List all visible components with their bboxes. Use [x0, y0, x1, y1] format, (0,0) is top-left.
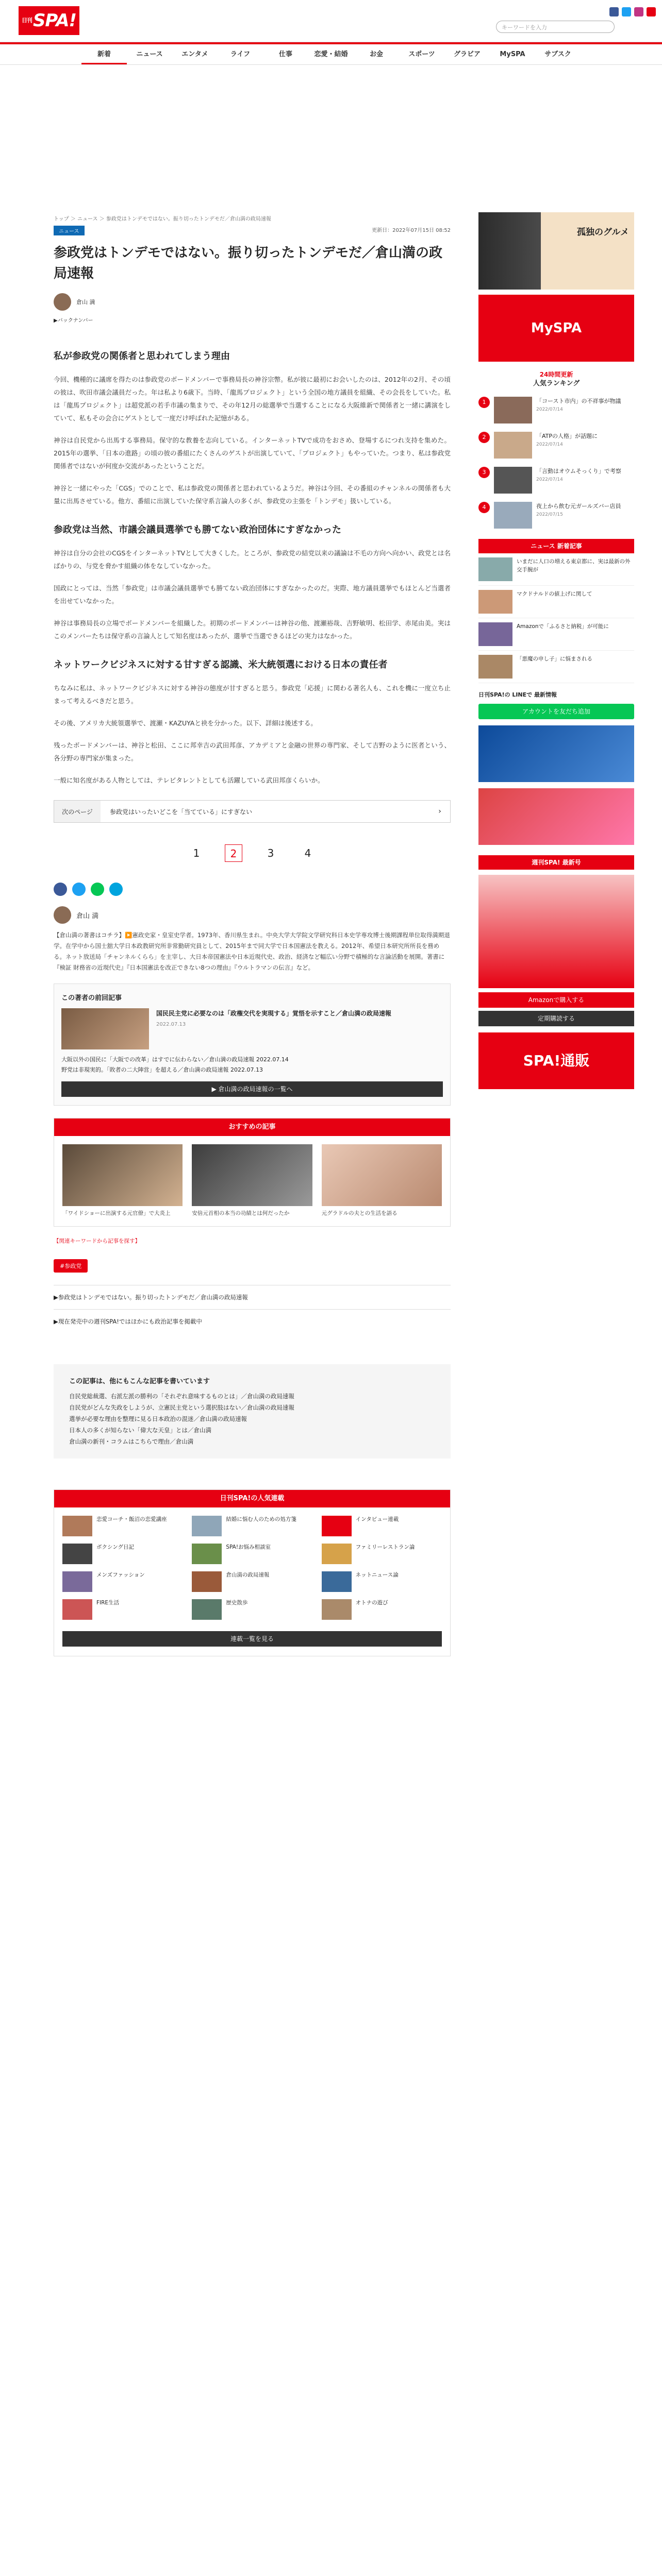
paragraph: ちなみに私は、ネットワークビジネスに対する神谷の態度が甘すぎると思う。参政党「応援」に関わる著名人も、これを機に一度立ち止まって考えるべきだと思う。 [54, 684, 451, 705]
series-title: ファミリーレストラン論 [355, 1544, 415, 1550]
series-title: インタビュー連載 [355, 1516, 399, 1522]
prev-link[interactable]: 野党は非現実的。「敗者の二大陣営」を超える／倉山満の政局速報 2022.07.13 [61, 1066, 263, 1073]
series-title: 歴史散歩 [226, 1600, 248, 1606]
series-item[interactable] [192, 1599, 312, 1620]
series-thumb [322, 1599, 352, 1620]
subscribe-button[interactable]: 定期購読する [478, 1011, 634, 1026]
weekly-cover[interactable] [478, 875, 634, 988]
series-item[interactable] [62, 1544, 183, 1564]
series-item[interactable] [62, 1516, 183, 1536]
news-thumb [478, 622, 512, 646]
series-title: 倉山満の政局速報 [226, 1572, 270, 1578]
line-add-friend-button[interactable]: アカウントを友だち追加 [478, 704, 634, 719]
series-thumb [322, 1544, 352, 1564]
social-icons [609, 7, 656, 16]
series-list-button[interactable]: 連載一覧を見る [62, 1631, 442, 1647]
global-nav [0, 44, 662, 65]
share-bar [54, 883, 451, 896]
ranking-item[interactable]: 4 夜上から飲む元ガールズバー店員 2022/07/15 [478, 502, 634, 529]
series-title: 結婚に悩む人のための処方箋 [226, 1516, 296, 1522]
ranking-item[interactable]: 1 「コースト市内」の不祥事が物議 2022/07/14 [478, 397, 634, 423]
more-articles-box [54, 1364, 451, 1459]
series-thumb [192, 1571, 222, 1592]
site-logo[interactable]: $^{日刊}$SPA! [19, 6, 79, 35]
myspa-banner[interactable]: MySPA [478, 295, 634, 362]
prev-thumbnail[interactable] [61, 1008, 149, 1049]
paragraph: 今回、機種的に議席を得たのは参政党のボードメンバーで事務局長の神谷宗幣。私が彼に最初にお会いしたのは、2012年の2月、その頃の彼は、吹田市議会議員だった。年は私より6歳下。当時、「龍馬プロジェクト」という全国の地方議員を組織、その会長をしていた。私は「龍馬プロジェクト」は超党派の若手市議の集まりで、その年12月の総選挙で当選することになる大阪維新で関係者と一緒に講演をしていて、私もその会合にゲストとして一度だけ呼ばれた記憶がある。 [54, 376, 451, 422]
author-avatar [54, 906, 71, 924]
twitter-share-icon[interactable] [72, 883, 86, 896]
recommend-card[interactable] [192, 1144, 312, 1218]
nav-new[interactable]: 新着 [81, 44, 127, 64]
spa-shop-banner[interactable]: SPA!通販 [478, 1032, 634, 1089]
ranking-thumb [494, 502, 532, 529]
tag-button[interactable]: #参政党 [54, 1259, 88, 1273]
author-bio: 【倉山満の著書はコチラ】▶️憲政史家・皇室史学者。1973年、香川県生まれ。中央大学大学院文学研究科日本史学専攻博士後期課程単位取得満期退学。在学中から国士舘大学日本政教研究所非常勤研究員として、2015年まで同大学で日本国憲法を教える。2012年、希望日本研究所所長を務める。ネット放送局「チャンネルくらら」を主宰し、大日本帝国憲法や日本近現代史、政治、経済など幅広い分野で積極的な言論活動を展開。著書に『検証 財務省の近現代史』『日本国憲法を改正できない8つの理由』『ウルトラマンの伝言』など。 [54, 931, 450, 971]
paragraph: 神谷と一緒にやった「CGS」でのことで、私は参政党の関係者と思われているようだ。神谷は今回、その番組のチャンネルの関係者も大量に出馬させている。他方、番組に出演していた保守系言論人の多くが、参政党の主張を「トンデモ」扱いしている。 [54, 484, 451, 505]
news-thumb [478, 590, 512, 614]
recommend-heading: おすすめの記事 [54, 1118, 450, 1136]
series-item[interactable] [322, 1544, 442, 1564]
series-title: メンズファッション [96, 1572, 145, 1578]
nav-sports[interactable]: スポーツ [408, 50, 435, 58]
next-page-box[interactable] [54, 800, 451, 823]
promo-banner[interactable] [478, 725, 634, 782]
series-thumb [62, 1516, 92, 1536]
recommend-card[interactable] [322, 1144, 442, 1218]
twitter-icon[interactable] [622, 7, 631, 16]
series-thumb [322, 1571, 352, 1592]
facebook-share-icon[interactable] [54, 883, 67, 896]
hatena-share-icon[interactable] [109, 883, 123, 896]
recommend-caption: 元グラドルの夫との生活を語る [321, 1210, 398, 1216]
series-item[interactable] [192, 1516, 312, 1536]
paragraph: 残ったボードメンバーは、神谷と松田、ここに邦幸吉の武田邦彦、アカデミアと金融の世界の専門家、そして吉野のように医者という、各分野の専門家が集まった。 [54, 741, 451, 762]
news-thumb [478, 655, 512, 679]
series-item[interactable] [322, 1516, 442, 1536]
recommend-card[interactable] [62, 1144, 183, 1218]
author-block[interactable] [54, 293, 451, 311]
recommend-image [62, 1144, 183, 1206]
recommend-image [192, 1144, 312, 1206]
recommend-caption: 安倍元首相の本当の功績とは何だったか [192, 1210, 290, 1216]
related-link[interactable]: ▶参政党はトンデモではない。振り切ったトンデモだ／倉山満の政局速報 [54, 1285, 451, 1309]
next-page-text: 参政党はいったいどこを「当てている」にすぎない [110, 808, 253, 816]
nav-life[interactable]: ライフ [230, 50, 251, 58]
more-article-link[interactable]: 日本人の多くが知らない「偉大な天皇」とは／倉山満 [69, 1427, 211, 1434]
series-title: SPA!お悩み相談室 [226, 1544, 271, 1550]
series-title: FIRE生活 [96, 1600, 120, 1606]
series-item[interactable] [62, 1571, 183, 1592]
weekly-heading: 週刊SPA! 最新号 [478, 855, 634, 870]
series-thumb [192, 1516, 222, 1536]
category-tag[interactable]: ニュース [54, 226, 85, 235]
popular-heading: 日刊SPA!の人気連載 [54, 1490, 450, 1507]
prev-date: 2022.07.13 [156, 1022, 186, 1027]
news-thumb [478, 557, 512, 581]
author-name[interactable]: 倉山 満 [76, 299, 95, 306]
news-item[interactable]: Amazonで「ふるさと納税」が可能に [478, 618, 634, 651]
nav-entame[interactable]: エンタメ [181, 50, 208, 58]
series-thumb [62, 1599, 92, 1620]
paragraph: 一般に知名度がある人物としては、テレビタレントとしても活躍している武田邦彦くらいか。 [54, 776, 324, 784]
more-article-link[interactable]: 倉山満の新刊・コラムはこちらで理由／倉山満 [69, 1438, 194, 1445]
line-promo-text: 日刊SPA!の LINEで 最新情報 [478, 691, 557, 698]
paragraph: 神谷は自民党から出馬する事務局。保守的な教養を志向している。インターネットTVで成功をおさめ、登場するにつれ支持を集めた。2015年の選挙、「日本の進路」の頃の彼の番組にたくさんのゲストが出演していて、「プロジェクト」もやっていた。つまり、私は参政党関係者ではないが何度か交流があったということだ。 [54, 436, 451, 470]
ranking-thumb [494, 397, 532, 423]
ranking-thumb [494, 432, 532, 459]
series-title: ネットニュース論 [355, 1572, 399, 1578]
series-thumb [192, 1599, 222, 1620]
nav-subscribe[interactable]: サブスク [544, 50, 571, 58]
keyword-search-link[interactable]: 【関連キーワードから記事を探す】 [54, 1238, 140, 1244]
gourmet-banner[interactable] [478, 212, 634, 290]
page-4[interactable]: 4 [304, 847, 311, 859]
nav-money[interactable]: お金 [369, 50, 383, 58]
author-bio-head[interactable] [54, 906, 451, 924]
section-heading: ネットワークビジネスに対する甘すぎる認識、米大統領選における日本の責任者 [54, 659, 388, 670]
article-title: 参政党はトンデモではない。振り切ったトンデモだ／倉山満の政局速報 [54, 245, 443, 281]
series-title: 恋愛コーチ・飯沼の恋愛講座 [96, 1516, 167, 1522]
author-avatar [54, 293, 71, 311]
ranking-item[interactable]: 2 「ATPの人格」が話題に 2022/07/14 [478, 432, 634, 459]
nav-gravure[interactable]: グラビア [453, 50, 481, 58]
prev-title[interactable]: 国民民主党に必要なのは「政権交代を実現する」覚悟を示すこと／倉山満の政局速報 [156, 1010, 392, 1017]
more-article-link[interactable]: 選挙が必要な理由を整理に見る日本政治の混迷／倉山満の政局速報 [69, 1415, 247, 1422]
prev-link[interactable]: 大阪以外の国民に「大阪での改革」はすでに伝わらない／倉山満の政局速報 2022.07.14 [61, 1056, 289, 1063]
series-thumb [192, 1544, 222, 1564]
section-heading: 私が参政党の関係者と思われてしまう理由 [54, 351, 230, 362]
banner-text: 孤独のグルメ [577, 227, 629, 238]
paragraph: 神谷は事務局長の立場でボードメンバーを組織した。初期のボードメンバーは神谷の他、渡瀬裕哉、吉野敏明、松田学、赤尾由美。実はこのメンバーたちは保守系の言論人として知名度はあったが、選挙で当選できるほどの実力はなかった。 [54, 619, 451, 640]
series-title: オトナの遊び [355, 1600, 388, 1606]
more-articles-heading: この記事は、他にもこんな記事を書いています [69, 1378, 210, 1385]
paragraph: 神谷は自分の会社のCGSをインターネットTVとして大きくした。ところが、参政党の結党以来の議論は不毛の方向へ向かい、政党とは名ばかりの、与党を脅かす組織の体をなしていなかった。 [54, 549, 451, 570]
prev-heading: この著者の前回記事 [61, 994, 122, 1002]
header [0, 0, 662, 42]
pagination [54, 844, 451, 862]
promo-banner[interactable] [478, 788, 634, 845]
nav-myspa[interactable]: MySPA [500, 50, 525, 58]
series-item[interactable] [322, 1571, 442, 1592]
news-heading: ニュース 新着記事 [478, 539, 634, 553]
news-item[interactable]: いまだに人口の増える東京都に、実は最新の外交手腕が [478, 553, 634, 586]
series-thumb [62, 1544, 92, 1564]
more-article-link[interactable]: 自民党がどんな失政をしようが、立憲民主党という選択肢はない／倉山満の政局速報 [69, 1404, 294, 1411]
series-thumb [62, 1571, 92, 1592]
ranking-thumb [494, 467, 532, 494]
article-date: 更新日：2022年07月15日 08:52 [372, 228, 451, 233]
more-article-link[interactable]: 自民党総裁選、右派左派の勝利の「それぞれ意味するものとは」／倉山満の政局速報 [69, 1393, 294, 1400]
news-item[interactable]: マクドナルドの値上げに関して [478, 586, 634, 618]
ranking-item[interactable]: 3 「言動はオウムそっくり」で考察 2022/07/14 [478, 467, 634, 494]
series-item[interactable] [62, 1599, 183, 1620]
line-share-icon[interactable] [91, 883, 104, 896]
popular-series-box [54, 1489, 451, 1656]
page-2[interactable]: 2 [225, 844, 242, 862]
paragraph: 国政にとっては、当然「参政党」は市議会議員選挙でも勝てない政治団体にすぎなかったのだ。実際、地方議員選挙でもほとんど当選者を出せていなかった。 [54, 584, 451, 605]
paragraph: その後、アメリカ大統領選挙で、渡瀬・KAZUYAと袂を分かった。以下、詳細は後述する。 [54, 719, 317, 727]
facebook-icon[interactable] [609, 7, 619, 16]
recommend-image [322, 1144, 442, 1206]
nav-news[interactable]: ニュース [136, 50, 163, 58]
nav-work[interactable]: 仕事 [278, 50, 292, 58]
youtube-icon[interactable] [647, 7, 656, 16]
nav-love[interactable]: 恋愛・結婚 [314, 50, 348, 58]
series-item[interactable] [322, 1599, 442, 1620]
article [54, 226, 451, 1656]
page-1[interactable]: 1 [193, 847, 200, 859]
sidebar [478, 212, 634, 1089]
series-title: ボクシング日記 [96, 1544, 135, 1550]
news-item[interactable]: 「悪魔の申し子」に悩まされる [478, 651, 634, 683]
chevron-right-icon: › [438, 807, 441, 816]
breadcrumb[interactable]: トップ ＞ ニュース ＞ 参政党はトンデモではない。振り切ったトンデモだ／倉山満の政局速報 [54, 216, 271, 222]
search-input[interactable]: キーワードを入力 [496, 21, 615, 33]
recommend-box [54, 1118, 451, 1227]
related-link[interactable]: ▶現在発売中の週刊SPA!ではほかにも政治記事を掲載中 [54, 1309, 451, 1333]
section-heading: 参政党は当然、市議会議員選挙でも勝てない政治団体にすぎなかった [54, 524, 341, 535]
instagram-icon[interactable] [634, 7, 643, 16]
recommend-caption: 「ワイドショーに出演する元官僚」で大炎上 [62, 1210, 171, 1216]
series-item[interactable] [192, 1571, 312, 1592]
series-thumb [322, 1516, 352, 1536]
series-list-button[interactable]: ▶ 倉山満の政局速報の一覧へ [61, 1081, 443, 1097]
previous-article-box [54, 984, 451, 1106]
backnumber-link[interactable]: ▶バックナンバー [54, 318, 93, 324]
page-3[interactable]: 3 [267, 847, 274, 859]
next-page-label: 次のページ [54, 801, 101, 822]
author-name: 倉山 満 [76, 912, 99, 920]
series-item[interactable] [192, 1544, 312, 1564]
ranking-heading: 24時間更新 人気ランキング [533, 371, 580, 387]
amazon-buy-button[interactable]: Amazonで購入する [478, 992, 634, 1008]
